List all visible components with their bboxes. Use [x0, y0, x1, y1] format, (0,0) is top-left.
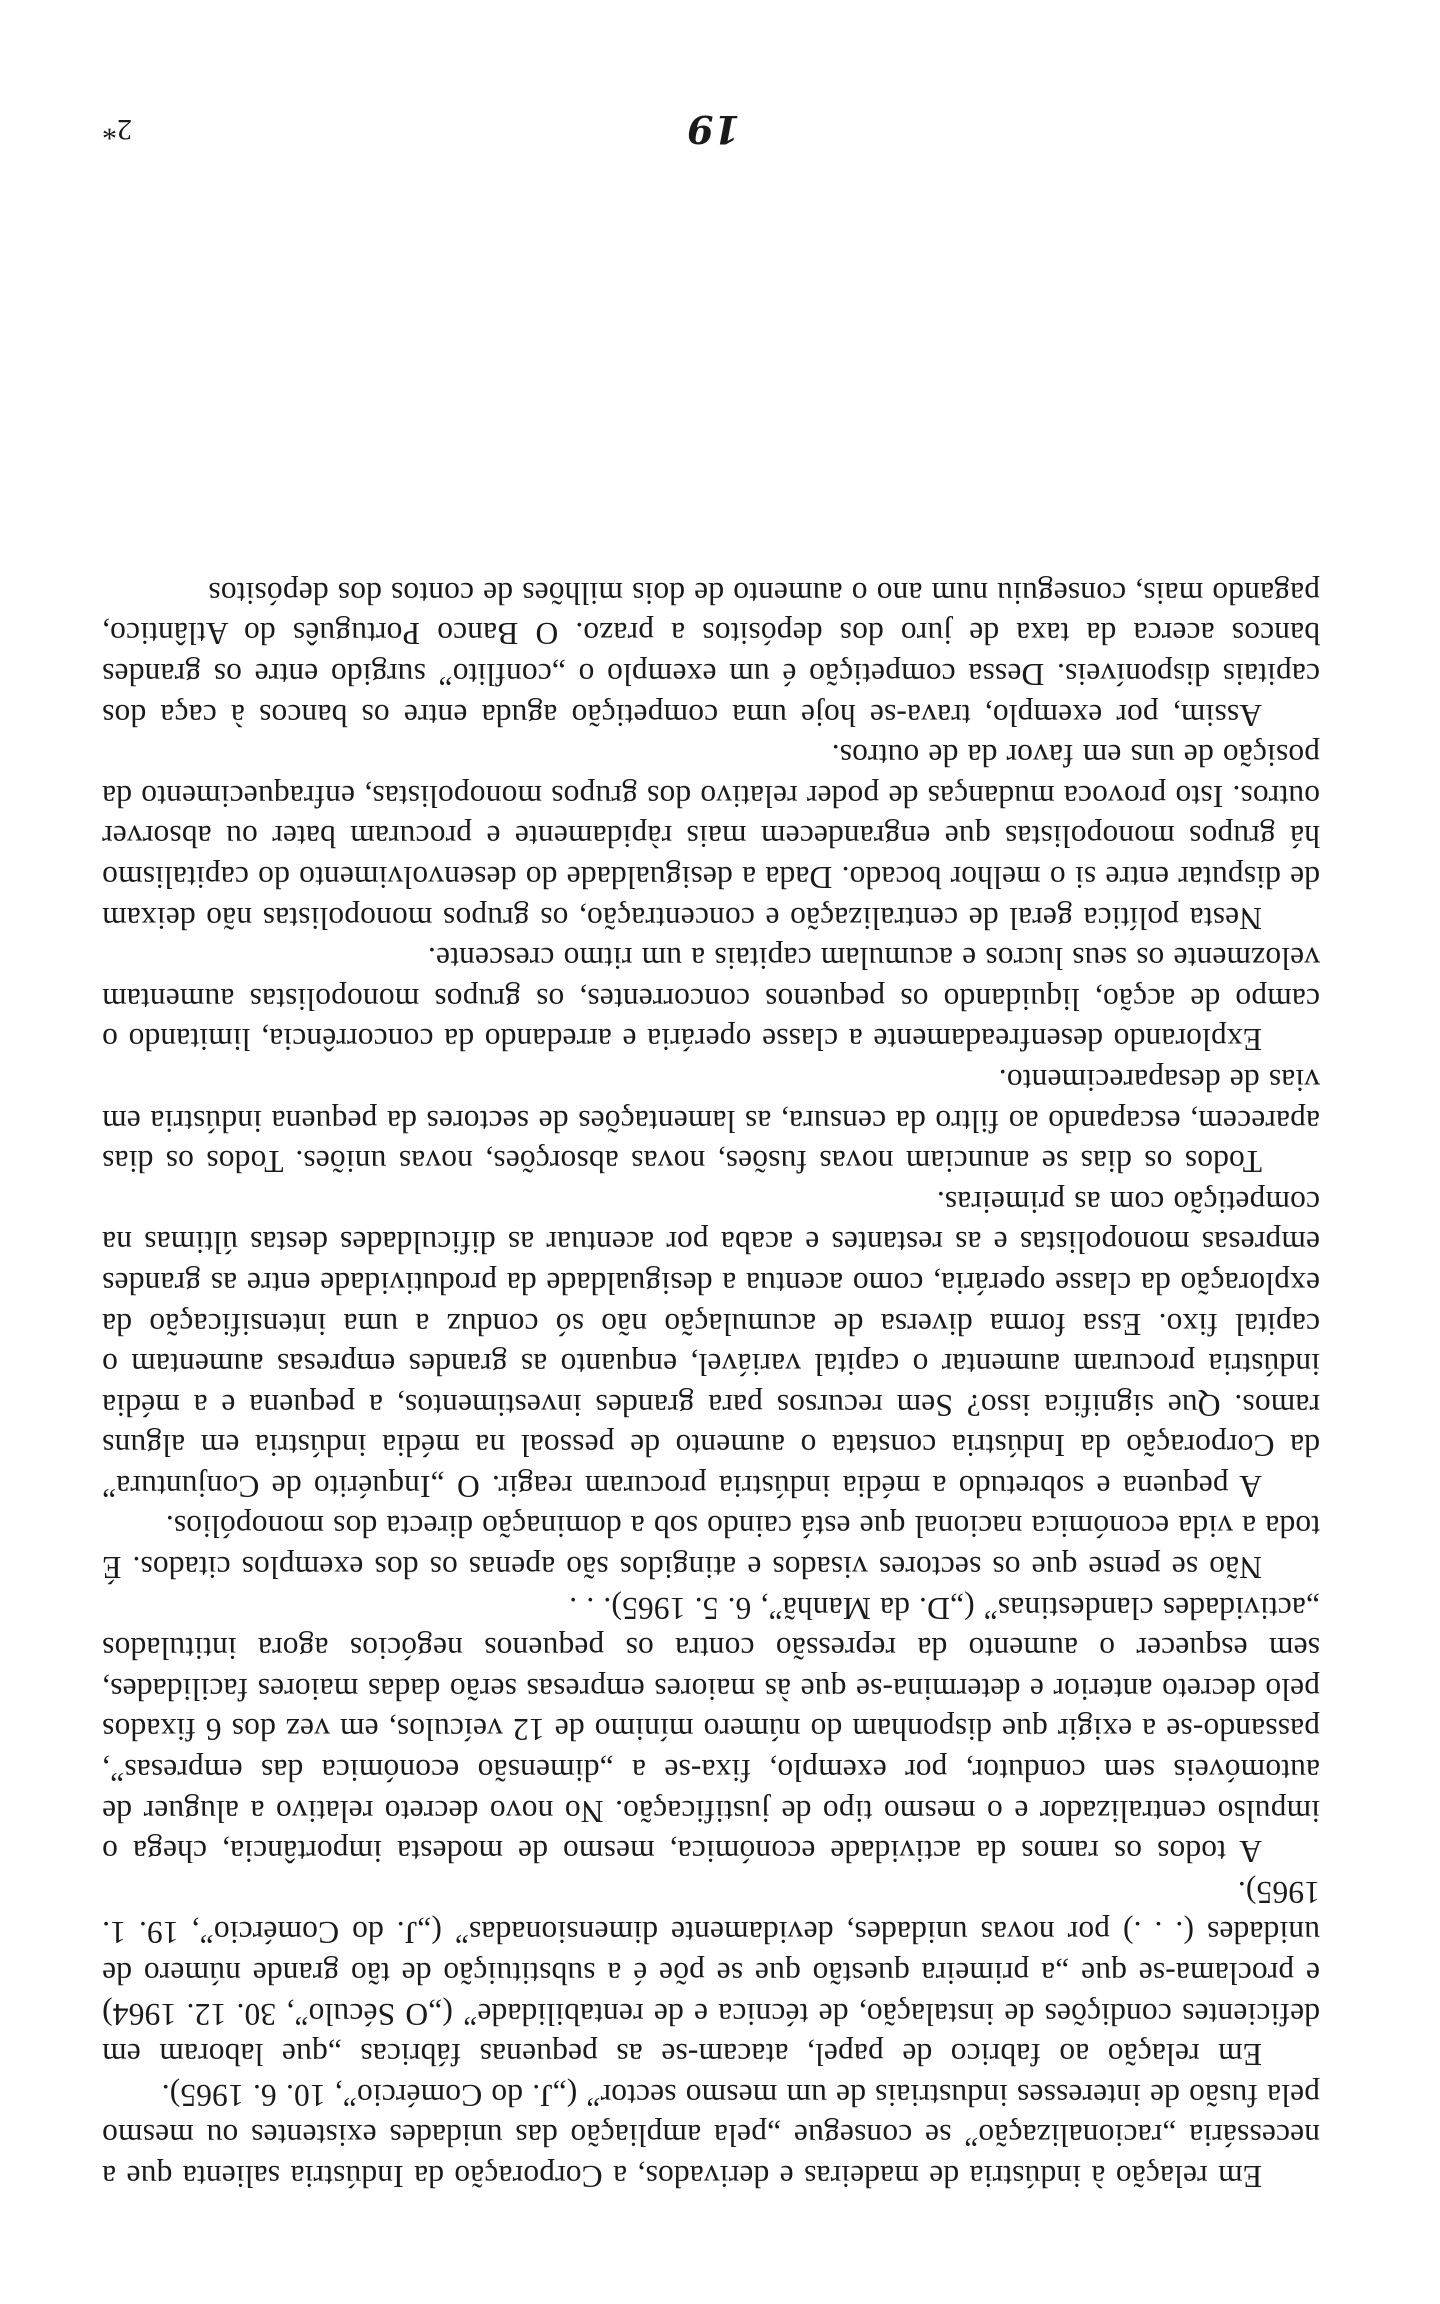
body-text — [102, 572, 1320, 2196]
paragraph-bancos: Assim, por exemplo, trava-se hoje uma competição aguda entre os bancos à caça dos capitais disponíveis. Dessa competição é um exemplo o „conflito” surgido entre os grandes bancos acerca da taxa de juro dos depósitos a prazo. O Banco Português do Atlântico, pagando mais, conseguiu num ano o aumento de dois milhões de contos dos depósitos — [102, 575, 1320, 733]
paragraph-media-industria: A pequena e sobretudo a média indústria procuram reagir. O „Inquérito de Conjuntura” da Corporação da Indústria constata o aumento de pessoal na média indústria em alguns ramos. Que significa isso? Sem recursos para grandes investimentos, a pequena e a média indústria procuram aumentar o capital variável, enquanto as grandes empresas aumentam o capital fixo. Essa forma diversa de acumulação não só conduz a uma intensificação da exploração da classe operária, como acentua a desigualdade da produtividade entre as grandes empresas monopolistas e as restantes e acaba por acentuar as dificuldades destas últimas na competição com as primeiras. — [102, 1184, 1320, 1504]
paragraph-politica-geral: Nesta política geral de centralização e concentração, os grupos monopolistas não deixam de disputar entre si o melhor bocado. Dada a desigualdade do desenvolvimento do capitalismo há grupos monopolistas que engrandecem mais ràpidamente e procuram bater ou absorver outros. Isto provoca mudanças de poder relativo dos grupos monopolistas, enfraquecimento da posição de uns em favor da de outros. — [102, 738, 1320, 936]
paragraph-madeiras: Em relação à indústria de madeiras e derivados, a Corporação da Indústria salienta que a necessária „racionalização” se consegue „pela ampliação das unidades existentes ou mesmo pela fusão de interesses industriais de um mesmo sector” („J. do Comércio”, 10. 6. 1965). — [102, 2077, 1320, 2194]
paragraph-monopolios: Não se pense que os sectores visados e atingidos são apenas os dos exemplos citados. É toda a vida económica nacional que está caindo sob a dominação directa dos monopólios. — [102, 1509, 1320, 1586]
handwritten-page-mark: 19 — [687, 107, 740, 152]
sheet-number: 2* — [102, 113, 132, 146]
page-footer — [102, 102, 1320, 152]
paragraph-fusoes: Todos os dias se anunciam novas fusões, novas absorções, novas uniões. Todos os dias aparecem, escapando ao filtro da censura, as lamentações de sectores da pequena indústria em vias de desaparecimento. — [102, 1062, 1320, 1180]
paragraph-exploracao: Explorando desenfreadamente a classe operária e arredando da concorrência, limitando o campo de acção, liquidando os pequenos concorrentes, os grupos monopolistas aumentam velozmente os seus lucros e acumulam capitais a um ritmo crescente. — [102, 941, 1320, 1058]
paragraph-papel: Em relação ao fabrico de papel, atacam-se as pequenas fábricas „que laboram em deficientes condições de instalação, de técnica e de rentabilidade” („O Século”, 30. 12. 1964) e proclama-se que „a primeira questão que se põe é a substituição de tão grande número de unidades (. . .) por novas unidades, devidamente dimensionadas” („J. do Comércio”, 19. 1. 1965). — [102, 1874, 1320, 2073]
paragraph-automoveis: A todos os ramos da actividade económica, mesmo de modesta importância, chega o impulso centralizador e o mesmo tipo de justificação. No novo decreto relativo a aluguer de automóveis sem condutor, por exemplo, fixa-se a „dimensão económica das empresas”, passando-se a exigir que disponham do número mínimo de 12 veículos, em vez dos 6 fixados pelo decreto anterior e determina-se que às maiores empresas serão dadas maiores facilidades, sem esquecer o aumento da repressão contra os pequenos negócios agora intitulados „actividades clandestinas” („D. da Manhã”, 6. 5. 1965). . . — [102, 1590, 1320, 1870]
